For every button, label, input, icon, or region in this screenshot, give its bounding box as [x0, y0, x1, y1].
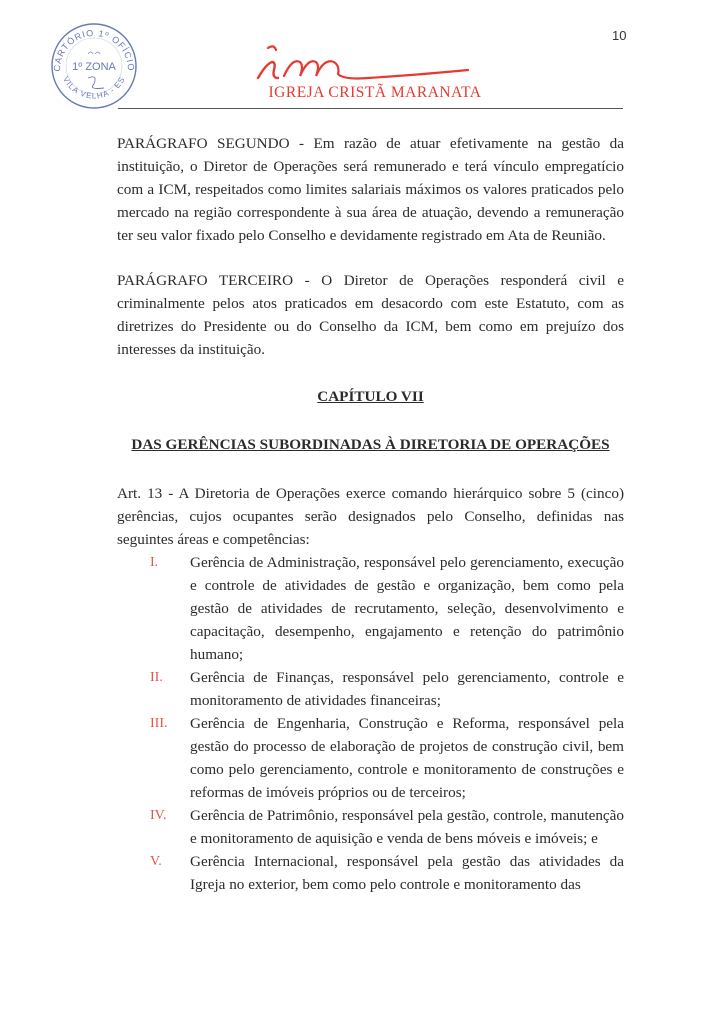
svg-text:1º ZONA: 1º ZONA: [72, 61, 116, 73]
document-body: [117, 132, 624, 896]
im-monogram-icon: [240, 38, 510, 86]
stamp-seal-icon: [48, 20, 140, 112]
list-item: [117, 712, 624, 804]
church-logo: [240, 38, 500, 108]
paragraph-segundo: PARÁGRAFO SEGUNDO - Em razão de atuar efetivamente na gestão da instituição, o Diretor de Operações será remunerado e terá vínculo empregatício com a ICM, respeitados como limites salariais máximos os valores praticados pelo mercado na região correspondente à sua área de atuação, devendo a remuneração ter seu valor fixado pelo Conselho e devidamente registrado em Ata de Reunião.: [117, 135, 624, 244]
list-item-text: Gerência de Patrimônio, responsável pela gestão, controle, manutenção e monitoramento de aquisição e venda de bens móveis e imóveis; e: [190, 807, 624, 847]
svg-text:CARTÓRIO 1º OFÍCIO: CARTÓRIO 1º OFÍCIO: [51, 27, 137, 72]
notary-stamp: [48, 20, 140, 112]
list-item-number: II.: [150, 670, 163, 685]
paragraph-terceiro: PARÁGRAFO TERCEIRO - O Diretor de Operações responderá civil e criminalmente pelos atos praticados em desacordo com este Estatuto, com as diretrizes do Presidente ou do Conselho da ICM, bem como em prejuízo dos interesses da instituição.: [117, 272, 624, 358]
list-item-text: Gerência de Finanças, responsável pelo gerenciamento, controle e monitoramento de atividades financeiras;: [190, 669, 624, 709]
list-item-number: III.: [150, 716, 168, 731]
gerencias-list: [117, 551, 624, 896]
article-13: Art. 13 - A Diretoria de Operações exerce comando hierárquico sobre 5 (cinco) gerências, cujos ocupantes serão designados pelo Conselho, definidas nas seguintes áreas e competências:: [117, 485, 624, 548]
list-item: [117, 551, 624, 666]
list-item: [117, 850, 624, 896]
church-name: IGREJA CRISTÃ MARANATA: [268, 84, 482, 101]
page-number: 10: [612, 28, 627, 43]
list-item: [117, 804, 624, 850]
list-item-text: Gerência Internacional, responsável pela gestão das atividades da Igreja no exterior, bem como pelo controle e monitoramento das: [190, 853, 624, 893]
svg-text:VILA VELHA - ES: VILA VELHA - ES: [61, 74, 127, 101]
list-item-number: V.: [150, 854, 162, 869]
header-divider: [118, 108, 623, 109]
list-item: [117, 666, 624, 712]
chapter-subtitle: DAS GERÊNCIAS SUBORDINADAS À DIRETORIA DE OPERAÇÕES: [131, 436, 610, 453]
chapter-title: CAPÍTULO VII: [317, 388, 424, 405]
list-item-text: Gerência de Administração, responsável pelo gerenciamento, execução e controle de atividades de gestão e organização, bem como pela gestão de atividades de recrutamento, seleção, desenvolvimento e capacitação, desempenho, engajamento e retenção do patrimônio humano;: [190, 554, 624, 663]
list-item-number: I.: [150, 555, 159, 570]
list-item-number: IV.: [150, 808, 167, 823]
list-item-text: Gerência de Engenharia, Construção e Reforma, responsável pela gestão do processo de elaboração de projetos de construção civil, bem como pelo gerenciamento, controle e monitoramento de construções e reformas de imóveis próprios ou de terceiros;: [190, 715, 624, 801]
